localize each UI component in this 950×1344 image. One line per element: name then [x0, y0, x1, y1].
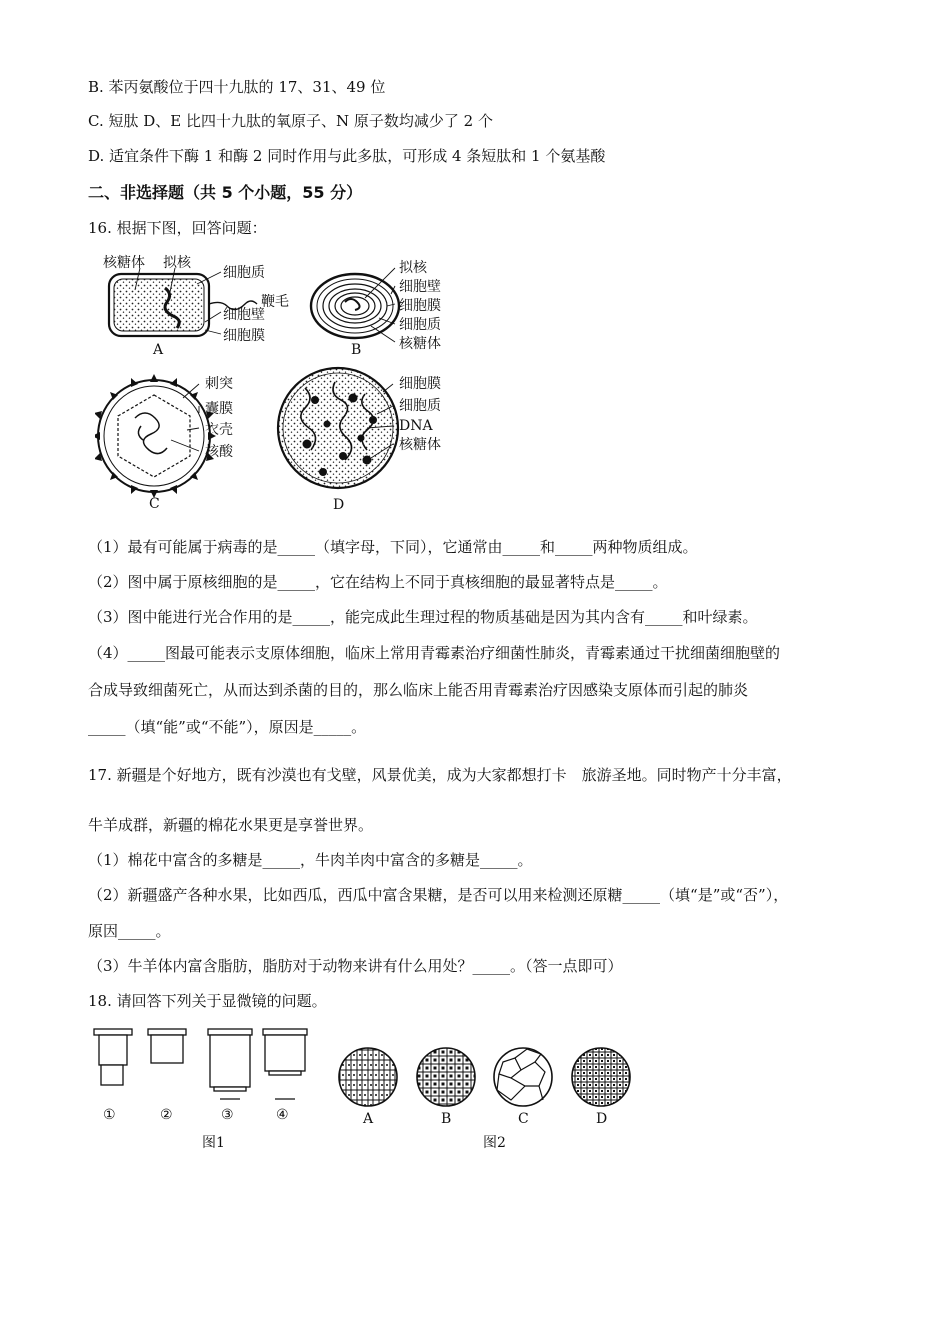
- fig1-item-3: ③: [221, 1107, 234, 1123]
- q16-part-4-line3: _____（填“能”或“不能”），原因是_____。: [88, 718, 367, 736]
- cell-d-label-membrane: 细胞膜: [399, 376, 441, 392]
- cell-d-letter: D: [333, 497, 345, 513]
- q18-fig2-fields: [335, 1040, 645, 1153]
- q16-part-4-line2: 合成导致细菌死亡，从而达到杀菌的目的，那么临床上能否用青霉素治疗因感染支原体而引起的肺炎: [88, 681, 749, 699]
- q18-fig1-lenses: [90, 1025, 315, 1153]
- option-d: D. 适宜条件下酶 1 和酶 2 同时作用与此多肽，可形成 4 条短肽和 1 个氨基酸: [88, 147, 606, 165]
- cell-a-label-cytoplasm: 细胞质: [223, 265, 265, 281]
- q16-part-4-line1: （4）_____图最可能表示支原体细胞，临床上常用青霉素治疗细菌性肺炎，青霉素通过干扰细菌细胞壁的: [88, 644, 781, 662]
- q16-stem: 16. 根据下图，回答问题：: [88, 219, 267, 237]
- cell-a-label-membrane: 细胞膜: [223, 328, 265, 344]
- q16-part-2: （2）图中属于原核细胞的是_____，它在结构上不同于真核细胞的最显著特点是_____。: [88, 573, 668, 591]
- cell-d-diagram: [278, 368, 398, 488]
- fig2-caption: 图2: [483, 1135, 506, 1151]
- option-c: C. 短肽 D、E 比四十九肽的氧原子、N 原子数均减少了 2 个: [88, 112, 493, 130]
- cell-c-label-envelope: 囊膜: [205, 401, 233, 417]
- cell-d-label-ribosome: 核糖体: [399, 437, 441, 453]
- fig2-item-d: D: [596, 1111, 608, 1127]
- q16-part-3: （3）图中能进行光合作用的是_____，能完成此生理过程的物质基础是因为其内含有_____和叶绿素。: [88, 608, 758, 626]
- cell-c-label-spike: 刺突: [205, 376, 233, 392]
- fig1-item-1: ①: [103, 1107, 116, 1123]
- fig1-item-2: ②: [160, 1107, 173, 1123]
- cell-b-letter: B: [351, 342, 362, 358]
- cell-b-label-cytoplasm: 细胞质: [399, 317, 441, 333]
- fig2-item-a: A: [363, 1111, 374, 1127]
- q17-part-3: （3）牛羊体内富含脂肪，脂肪对于动物来讲有什么用处？_____。（答一点即可）: [88, 957, 623, 975]
- q17-part-1: （1）棉花中富含的多糖是_____，牛肉羊肉中富含的多糖是_____。: [88, 851, 533, 869]
- option-b: B. 苯丙氨酸位于四十九肽的 17、31、49 位: [88, 78, 386, 96]
- q17-stem-line2: 牛羊成群，新疆的棉花水果更是享誉世界。: [88, 816, 374, 834]
- cell-a-label-cell-wall: 细胞壁: [223, 307, 265, 323]
- cell-b-diagram: [311, 268, 399, 342]
- q16-part-1: （1）最有可能属于病毒的是_____（填字母，下同），它通常由_____和_____两种物质组成。: [88, 538, 698, 556]
- cell-c-letter: C: [149, 496, 160, 512]
- cell-b-label-nucleoid: 拟核: [399, 260, 427, 276]
- cell-c-diagram: [95, 374, 216, 498]
- q18-stem: 18. 请回答下列关于显微镜的问题。: [88, 992, 327, 1010]
- q16-cell-figure: [95, 248, 495, 520]
- q17-part-2-line2: 原因_____。: [88, 922, 171, 940]
- cell-a-label-nucleoid: 拟核: [163, 255, 191, 271]
- q17-stem-line1: 17. 新疆是个好地方，既有沙漠也有戈壁，风景优美，成为大家都想打卡 旅游圣地。同时物产十分丰富，: [88, 766, 792, 784]
- fig1-caption: 图1: [202, 1135, 225, 1151]
- fig2-item-b: B: [441, 1111, 452, 1127]
- cell-c-label-capsid: 衣壳: [205, 422, 233, 438]
- cell-d-label-cytoplasm: 细胞质: [399, 398, 441, 414]
- cell-b-label-membrane: 细胞膜: [399, 298, 441, 314]
- cell-a-label-flagellum: 鞭毛: [261, 294, 289, 310]
- fig2-item-c: C: [518, 1111, 529, 1127]
- cell-b-label-ribosome: 核糖体: [399, 336, 441, 352]
- cell-a-letter: A: [153, 342, 164, 358]
- section-heading: 二、非选择题（共 5 个小题，55 分）: [88, 183, 363, 202]
- cell-c-label-nucleic-acid: 核酸: [205, 444, 233, 460]
- fig1-item-4: ④: [276, 1107, 289, 1123]
- q17-part-2-line1: （2）新疆盛产各种水果，比如西瓜，西瓜中富含果糖，是否可以用来检测还原糖_____（填“是”或“否”），: [88, 886, 789, 904]
- cell-d-label-dna: DNA: [399, 418, 433, 434]
- cell-b-label-cell-wall: 细胞壁: [399, 279, 441, 295]
- cell-a-label-ribosome: 核糖体: [103, 255, 145, 271]
